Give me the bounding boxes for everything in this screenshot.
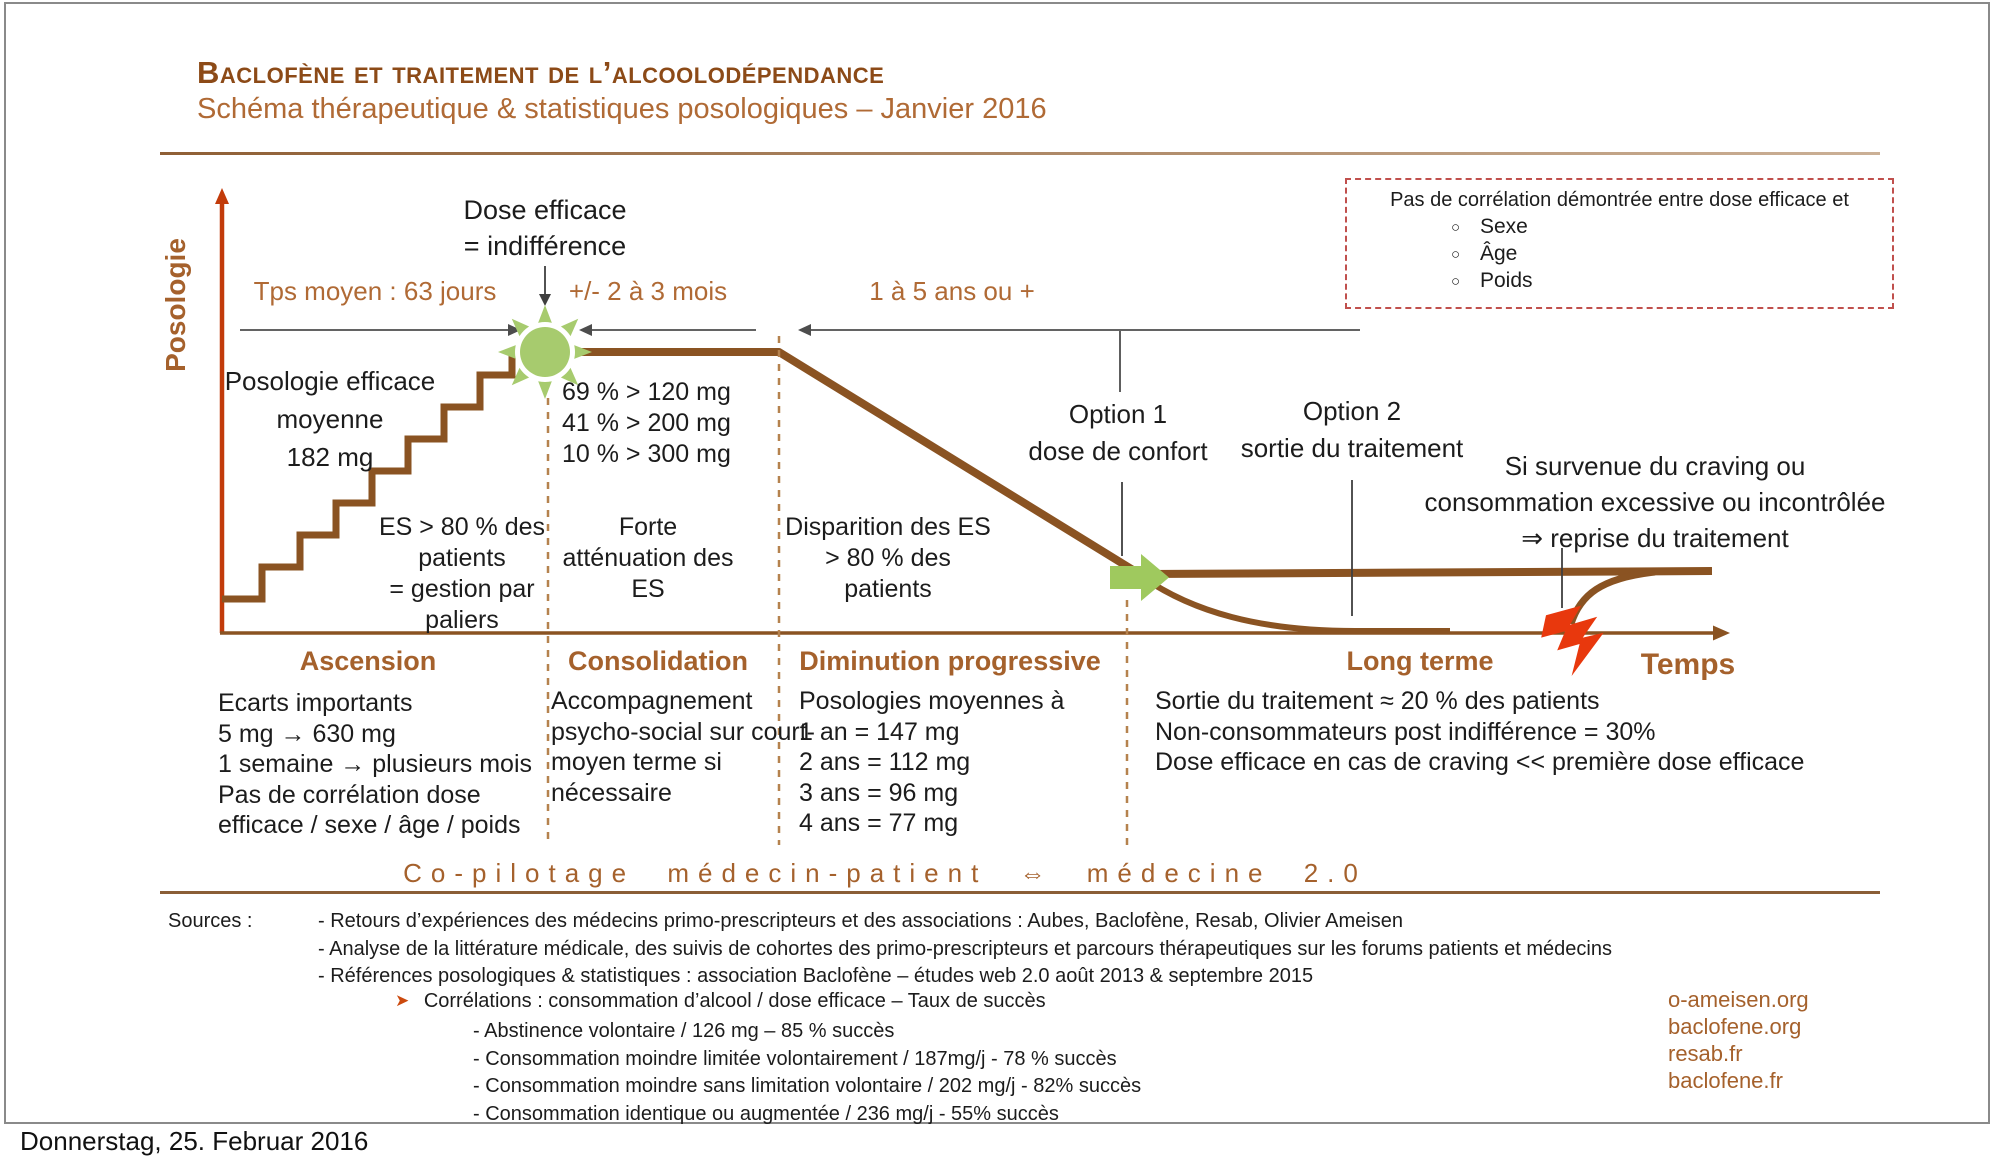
source-line: - Références posologiques & statistiques : association Baclofène – études web 2.0 août 2013 & septembre 2015 [318, 965, 1314, 987]
text-line: patients [418, 544, 506, 572]
website-link: baclofene.fr [1668, 1068, 1783, 1093]
duration-bracket-diminution [798, 324, 1360, 392]
lightning-icon [1541, 606, 1603, 676]
text-line: ⇒ reprise du traitement [1521, 523, 1789, 553]
text-line: atténuation des [562, 544, 734, 572]
text-line: 4 ans = 77 mg [799, 809, 959, 838]
side-effects-consolidation-note [563, 512, 734, 605]
text-line: 41 % > 200 mg [562, 409, 731, 437]
correlation-line: - Consommation moindre sans limitation volontaire / 202 mg/j - 82% succès [473, 1075, 1142, 1097]
text-line: consommation excessive ou incontrôlée [1424, 487, 1886, 517]
page-title: Baclofène et traitement de l’alcoolodépendance [197, 55, 885, 90]
duration-bracket-ascension [240, 324, 521, 336]
text-line: Disparition des ES [785, 513, 991, 541]
correlations-heading-row [395, 990, 1046, 1013]
phase-name-long-terme: Long terme [1346, 646, 1494, 676]
text-line: 182 mg [286, 442, 374, 472]
text-line: 2 ans = 112 mg [799, 748, 971, 777]
phase-block-long-terme [1155, 686, 1804, 778]
text-line: Non-consommateurs post indifférence = 30% [1155, 717, 1656, 746]
phase-name-consolidation: Consolidation [568, 646, 748, 676]
phase-name-diminution: Diminution progressive [799, 646, 1101, 676]
no-correlation-heading: Pas de corrélation démontrée entre dose efficace et [1390, 189, 1849, 211]
average-dose-note [225, 362, 436, 476]
text-line: 10 % > 300 mg [562, 440, 731, 468]
text-line: moyen terme si [551, 748, 722, 777]
correlation-line: - Abstinence volontaire / 126 mg – 85 % succès [473, 1020, 895, 1042]
option1-label [1028, 396, 1207, 470]
correlations-list [473, 1018, 1141, 1128]
text-line: efficace / sexe / âge / poids [218, 811, 521, 840]
list-item-label: Poids [1480, 269, 1533, 292]
circle-bullet-icon: ○ [1451, 273, 1461, 290]
text-line: = gestion par [389, 575, 535, 603]
text-line: 1 semaine → plusieurs mois [218, 750, 533, 779]
treatment-exit-curve [1133, 570, 1450, 631]
correlation-line: - Consommation identique ou augmentée / 236 mg/j - 55% succès [473, 1102, 1059, 1125]
phase-block-ascension [218, 688, 532, 841]
source-line: - Retours d’expériences des médecins primo-prescripteurs et des associations : Aubes, Baclofène, Resab, Olivier Ameisen [318, 910, 1403, 932]
side-effects-ascension-note [379, 512, 545, 636]
text-line: Si survenue du craving ou [1504, 451, 1806, 481]
phase-name-ascension: Ascension [299, 646, 437, 676]
text-line: Option 1 [1068, 399, 1168, 429]
correlation-line: - Consommation moindre limitée volontairement / 187mg/j - 78 % succès [473, 1047, 1117, 1070]
text-line: paliers [425, 606, 499, 634]
text-line: ES > 80 % des [378, 513, 546, 541]
website-link: o-ameisen.org [1668, 987, 1809, 1012]
footer-date: Donnerstag, 25. Februar 2016 [20, 1126, 369, 1156]
indifference-pointer-line [539, 266, 551, 306]
correlations-heading: Corrélations : consommation d’alcool / dose efficace – Taux de succès [423, 990, 1046, 1012]
text-line: dose de confort [1028, 436, 1208, 466]
website-links [1668, 986, 1809, 1094]
text-line: 1 an = 147 mg [799, 717, 960, 746]
banner-divider [160, 891, 1880, 894]
text-line: > 80 % des [825, 544, 951, 572]
dose-stats-note [562, 377, 731, 470]
text-line: Sortie du traitement ≈ 20 % des patients [1155, 687, 1600, 715]
text-line: Accompagnement [551, 687, 753, 715]
duration-bracket-consolidation [579, 324, 756, 336]
text-line: 69 % > 120 mg [562, 378, 731, 406]
text-line: ES [631, 575, 665, 603]
craving-note [1424, 448, 1885, 556]
peak-label [463, 192, 626, 264]
text-line: Posologies moyennes à [799, 687, 1065, 715]
duration-label-diminution: 1 à 5 ans ou + [869, 276, 1035, 306]
text-line: 3 ans = 96 mg [799, 778, 959, 807]
text-line: Pas de corrélation dose [218, 780, 481, 809]
source-line: - Analyse de la littérature médicale, des suivis de cohortes des primo-prescripteurs et parcours thérapeutiques sur les forums patients et médecins [318, 937, 1612, 960]
list-item-label: Sexe [1480, 215, 1528, 238]
text-line: Dose efficace [463, 195, 627, 225]
phase-block-consolidation [551, 686, 815, 808]
text-line: Posologie efficace [224, 366, 436, 396]
text-line: nécessaire [551, 778, 672, 807]
website-link: resab.fr [1668, 1041, 1743, 1066]
text-line: = indifférence [463, 231, 627, 261]
sources-label: Sources : [168, 910, 253, 932]
x-axis-label: Temps [1640, 648, 1736, 681]
y-axis-label: Posologie [160, 238, 191, 372]
text-line: patients [844, 575, 932, 603]
phase-block-diminution [799, 686, 1064, 839]
duration-label-consolidation: +/- 2 à 3 mois [568, 276, 728, 306]
website-link: baclofene.org [1668, 1014, 1802, 1039]
text-line: moyenne [276, 404, 384, 434]
circle-bullet-icon: ○ [1451, 219, 1461, 236]
text-line: Forte [618, 513, 678, 541]
page-subtitle: Schéma thérapeutique & statistiques posologiques – Janvier 2016 [197, 93, 1047, 125]
text-line: Dose efficace en cas de craving << première dose efficace [1155, 748, 1805, 777]
duration-label-ascension: Tps moyen : 63 jours [253, 276, 497, 306]
co-pilotage-banner: Co-pilotage médecin-patient ⇔ médecine 2.0 [403, 858, 1367, 888]
text-line: 5 mg → 630 mg [218, 719, 396, 748]
list-item-label: Âge [1480, 242, 1518, 265]
side-effects-diminution-note [785, 512, 991, 605]
text-line: Option 2 [1302, 396, 1402, 426]
circle-bullet-icon: ○ [1451, 246, 1461, 263]
text-line: sortie du traitement [1240, 433, 1464, 463]
text-line: psycho-social sur court- [551, 717, 815, 746]
arrow-bullet-icon: ➤ [395, 991, 410, 1010]
text-line: Ecarts importants [218, 689, 413, 717]
treatment-resume-curve [1571, 572, 1655, 624]
sources-list [318, 908, 1612, 991]
